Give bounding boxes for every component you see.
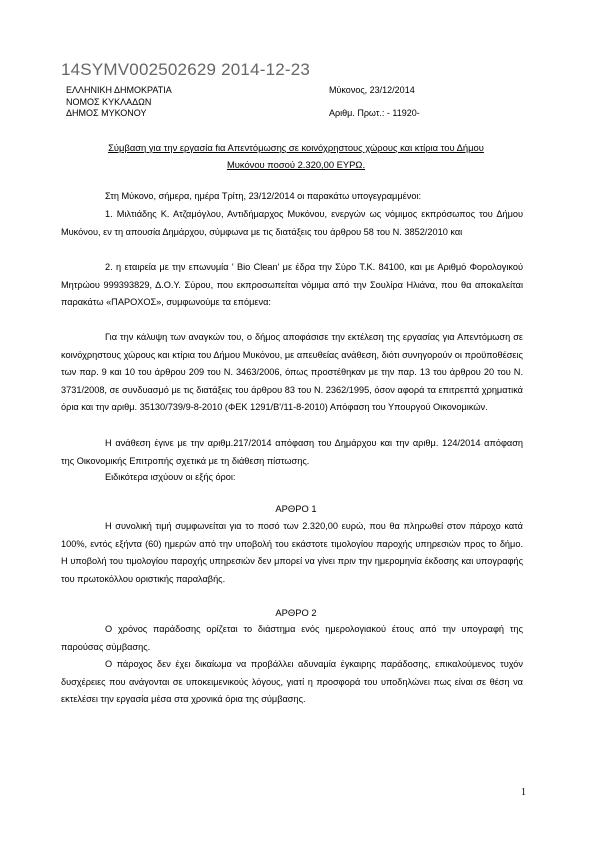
intro-paragraph: Στη Μύκονο, σήμερα, ημέρα Τρίτη, 23/12/2014 οι παρακάτω υπογεγραμμένοι: bbox=[105, 191, 422, 201]
article-2-text-1: Ο χρόνος παράδοσης ορίζεται το διάστημα ενός ημερολογιακού έτους από την υπογραφή της παρούσας σύμβασης. bbox=[61, 624, 523, 652]
article-2-text-2: Ο πάροχος δεν έχει δικαίωμα να προβάλλει αδυναμία έγκαιρης παράδοσης, επικαλούμενος τυχόν δυσχέρειες που ανάγονται σε υποκειμενικούς λόγους, γιατί η προσφορά του υποδηλώνει πως είναι σε θέση να εκτελέσει την εργασία μέσα στα χρονικά όρια της σύμβασης. bbox=[61, 659, 523, 704]
party-2-paragraph: 2. η εταιρεία με την επωνυμία ' Bio Clean' με έδρα την Σύρο Τ.Κ. 84100, και με Αριθμό Φορολογικού Μητρώου 999393829, Δ.Ο.Υ. Σύρου, που εκπροσωπείται νόμιμα από την Σουλίρα Ηλιάνα, που θα αποκαλείται παρακάτω «ΠΑΡΟΧΟΣ», συμφωνούμε τα επόμενα: bbox=[61, 262, 523, 307]
place-date: Μύκονος, 23/12/2014 bbox=[329, 85, 415, 95]
article-2-heading: ΑΡΘΡΟ 2 bbox=[275, 607, 317, 618]
issuer-line-country: ΕΛΛΗΝΙΚΗ ΔΗΜΟΚΡΑΤΙΑ bbox=[66, 85, 172, 95]
page-number: 1 bbox=[521, 787, 526, 798]
ada-code: 14SYMV002502629 2014-12-23 bbox=[61, 60, 311, 79]
party-1-paragraph: 1. Μιλτιάδης Κ. Ατζαμόγλου, Αντιδήμαρχος Μυκόνου, ενεργών ως νόμιμος εκπρόσωπος του Δήμου Μυκόνου, εν τη απουσία Δημάρχου, σύμφωνα με τις διατάξεις του άρθρου 58 του Ν. 3852/2010 και bbox=[61, 209, 523, 237]
terms-intro: Ειδικότερα ισχύουν οι εξής όροι: bbox=[105, 472, 236, 482]
article-1-heading: ΑΡΘΡΟ 1 bbox=[275, 503, 317, 514]
title-line-2: Μυκόνου ποσού 2.320,00 ΕΥΡΩ. bbox=[226, 159, 366, 170]
award-paragraph: Για την κάλυψη των αναγκών του, ο δήμος αποφάσισε την εκτέλεση της εργασίας για Απεντόμωση σε κοινόχρηστους χώρους και κτίρια του Δήμου Μυκόνου, με απευθείας ανάθεση, διότι συνηγορούν οι προϋποθέσεις των παρ. 9 και 10 του άρθρου 209 του Ν. 3463/2006, όπως προστέθηκαν με την παρ. 13 του άρθρου 20 του Ν. 3731/2008, σε συνδυασμό με τις διατάξεις του άρθρου 83 του Ν. 2362/1995, όσον αφορά τα επιτρεπτά χρηματικά όρια και την αριθμ. 35130/739/9-8-2010 (ΦΕΚ 1291/Β'/11-8-2010) Απόφαση του Υπουργού Οικονομικών. bbox=[61, 332, 523, 412]
document-title bbox=[61, 139, 531, 173]
issuer-line-prefecture: ΝΟΜΟΣ ΚΥΚΛΑΔΩΝ bbox=[66, 96, 152, 107]
article-1-text: Η συνολική τιμή συμφωνείται για το ποσό των 2.320,00 ευρώ, που θα πληρωθεί στον πάροχο κατά 100%, εντός εξήντα (60) ημερών από την υποβολή του εκάστοτε τιμολογίου παροχής υπηρεσιών προς το δήμο. Η υποβολή του τιμολογίου παροχής υπηρεσιών δεν μπορεί να γίνει πριν την ημερομηνία έκδοσης και υπογραφής του πρωτοκόλλου οριστικής παραλαβής. bbox=[61, 521, 523, 584]
protocol-number: Αριθμ. Πρωτ.: - 11920- bbox=[329, 108, 420, 118]
title-line-1: Σύμβαση για την εργασία fια Απεντόμωσης σε κοινόχρηστους χώρους και κτίρια του Δήμου bbox=[108, 142, 484, 153]
issuer-block bbox=[66, 85, 172, 120]
decision-paragraph: Η ανάθεση έγινε με την αριθμ.217/2014 απόφαση του Δημάρχου και την αριθμ. 124/2014 απόφαση της Οικονομικής Επιτροπής σχετικά με τη διάθεση πίστωσης. bbox=[61, 438, 523, 466]
issuer-line-municipality: ΔΗΜΟΣ ΜΥΚΟΝΟΥ bbox=[66, 108, 147, 118]
